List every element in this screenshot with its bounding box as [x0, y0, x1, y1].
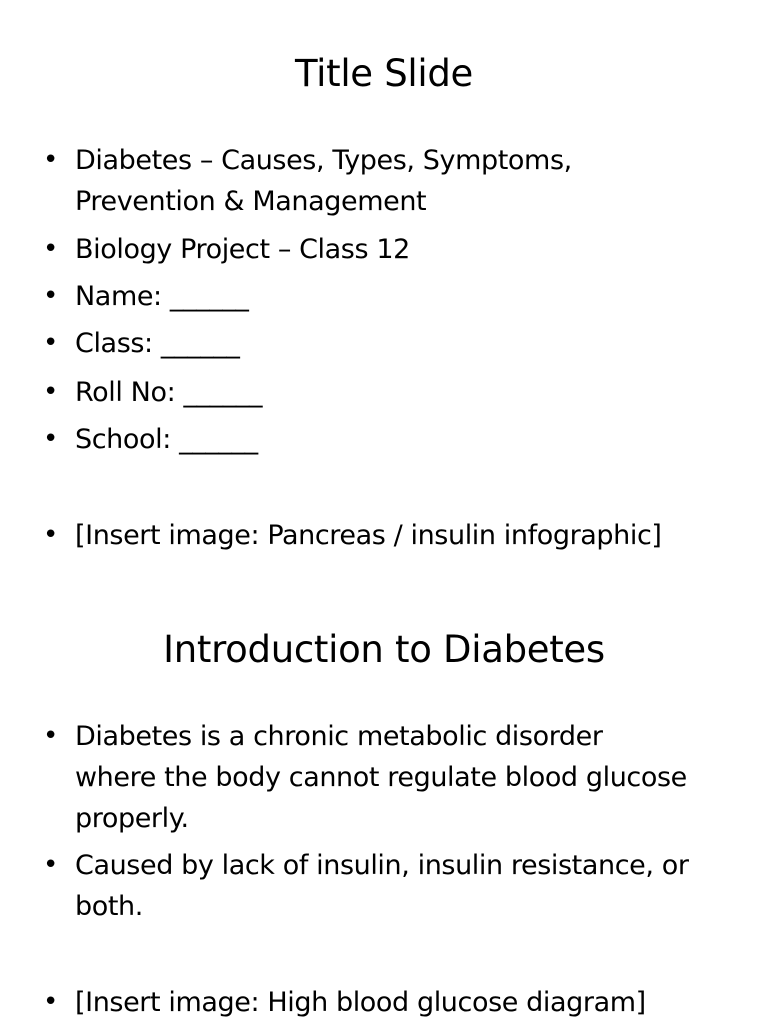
bullet-dot-icon: • [43, 377, 59, 407]
bullet-text-line: where the body cannot regulate blood glucose [75, 762, 687, 793]
slide-heading: Title Slide [294, 52, 474, 95]
bullet-text-line: Biology Project – Class 12 [75, 234, 410, 265]
bullet-dot-icon: • [43, 520, 59, 550]
bullet-text-line: both. [75, 891, 143, 922]
bullet-dot-icon: • [43, 145, 59, 175]
bullet-dot-icon: • [43, 234, 59, 264]
bullet-text-line: Class: ______ [75, 328, 240, 359]
bullet-dot-icon: • [43, 850, 59, 880]
bullet-text-line: Diabetes is a chronic metabolic disorder [75, 721, 603, 752]
slide-heading: Introduction to Diabetes [163, 628, 605, 671]
bullet-text-line: Caused by lack of insulin, insulin resistance, or [75, 850, 689, 881]
bullet-text-line: [Insert image: Pancreas / insulin infographic] [75, 520, 662, 551]
bullet-text-line: Name: ______ [75, 281, 249, 312]
bullet-text-line: School: ______ [75, 424, 258, 455]
bullet-dot-icon: • [43, 987, 59, 1017]
bullet-text-line: Roll No: ______ [75, 377, 263, 408]
bullet-dot-icon: • [43, 424, 59, 454]
bullet-text-line: [Insert image: High blood glucose diagram] [75, 987, 646, 1018]
bullet-text-line: Diabetes – Causes, Types, Symptoms, [75, 145, 572, 176]
bullet-text-line: properly. [75, 803, 189, 834]
bullet-text-line: Prevention & Management [75, 186, 427, 217]
bullet-dot-icon: • [43, 721, 59, 751]
bullet-dot-icon: • [43, 328, 59, 358]
bullet-dot-icon: • [43, 281, 59, 311]
